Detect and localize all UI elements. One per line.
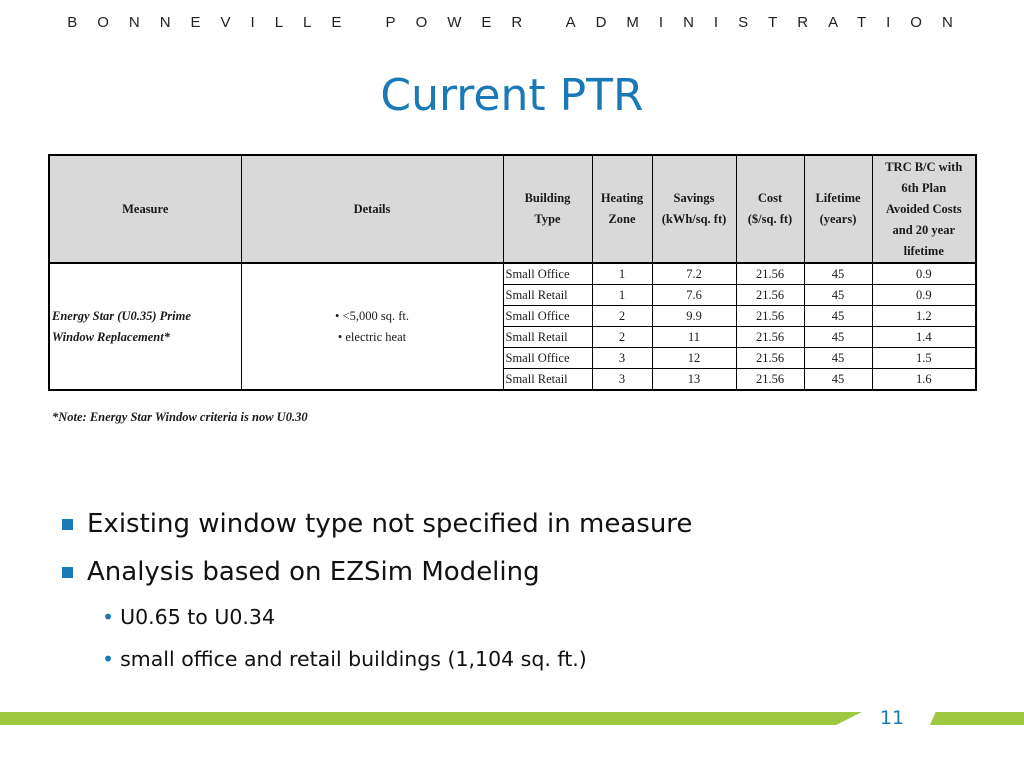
table-cell: 2 — [592, 306, 652, 327]
table-cell: 1.6 — [872, 369, 976, 391]
header-line: Measure — [122, 201, 169, 216]
table-cell: 11 — [652, 327, 736, 348]
table-cell: 1.5 — [872, 348, 976, 369]
sub-bullet-item — [62, 596, 692, 638]
table-cell: Small Retail — [503, 369, 592, 391]
square-bullet-icon — [62, 567, 73, 578]
table-cell: 21.56 — [736, 285, 804, 306]
header-cell — [872, 155, 976, 263]
table-cell: 7.2 — [652, 263, 736, 285]
sub-bullet-item — [62, 638, 692, 680]
table-cell: 7.6 — [652, 285, 736, 306]
bullet-item — [62, 548, 692, 596]
round-bullet-icon: • — [102, 647, 115, 671]
header-line: Building — [524, 191, 571, 205]
table-cell: 1 — [592, 285, 652, 306]
bullet-text: Analysis based on EZSim Modeling — [87, 557, 540, 587]
table-cell: 45 — [804, 348, 872, 369]
page-number: 11 — [879, 707, 905, 729]
table-cell: Small Office — [503, 348, 592, 369]
header-line: Avoided Costs — [885, 201, 962, 216]
header-cell — [503, 155, 592, 263]
table-cell: Small Office — [503, 306, 592, 327]
header-line: Type — [534, 212, 561, 226]
table-cell: 45 — [804, 285, 872, 306]
measure-cell — [49, 263, 241, 390]
table-cell: 21.56 — [736, 306, 804, 327]
sub-bullet-text: U0.65 to U0.34 — [120, 605, 276, 629]
square-bullet-icon — [62, 519, 73, 530]
table-cell: 3 — [592, 369, 652, 391]
table-cell: 45 — [804, 263, 872, 285]
details-line: • electric heat — [337, 329, 407, 344]
details-line: • <5,000 sq. ft. — [335, 308, 409, 323]
header-cell — [652, 155, 736, 263]
header-line: Cost — [757, 191, 783, 205]
ptr-table — [48, 154, 977, 391]
header-line: lifetime — [903, 243, 944, 258]
header-cell — [49, 155, 241, 263]
table-cell: 21.56 — [736, 263, 804, 285]
table-cell: Small Retail — [503, 285, 592, 306]
table-cell: 1.4 — [872, 327, 976, 348]
header-cell — [592, 155, 652, 263]
table-cell: 0.9 — [872, 263, 976, 285]
table-header-row — [49, 155, 976, 263]
header-line: Heating — [600, 191, 644, 205]
sub-bullet-text: small office and retail buildings (1,104 sq. ft.) — [120, 647, 587, 671]
header-line: (years) — [819, 212, 857, 226]
header-line: Savings — [673, 191, 715, 205]
measure-line: Energy Star (U0.35) Prime — [52, 308, 191, 323]
table-note: *Note: Energy Star Window criteria is now U0.30 — [52, 410, 308, 424]
header-cell — [241, 155, 503, 263]
footer-bar-left — [0, 712, 862, 725]
header-line: and 20 year — [892, 222, 955, 237]
header-line: Lifetime — [815, 191, 861, 205]
table-cell: 0.9 — [872, 285, 976, 306]
table-cell: Small Retail — [503, 327, 592, 348]
header-line: Details — [353, 201, 391, 216]
table-cell: 12 — [652, 348, 736, 369]
header-cell — [804, 155, 872, 263]
slide-title: Current PTR — [380, 70, 644, 121]
table-cell: 13 — [652, 369, 736, 391]
table-cell: 3 — [592, 348, 652, 369]
bullet-text: Existing window type not specified in measure — [87, 509, 693, 539]
header-line: ($/sq. ft) — [747, 212, 793, 226]
table-cell: 1 — [592, 263, 652, 285]
round-bullet-icon: • — [102, 605, 115, 629]
table-cell: 21.56 — [736, 369, 804, 391]
org-header: BONNEVILLE POWER ADMINISTRATION — [67, 14, 973, 31]
header-line: TRC B/C with — [885, 159, 963, 174]
table-row — [49, 263, 976, 285]
footer-bar-right — [930, 712, 1024, 725]
header-line: Zone — [608, 212, 636, 226]
table-body — [49, 263, 976, 390]
bullet-list — [62, 500, 692, 680]
table-cell: 1.2 — [872, 306, 976, 327]
table-cell: 45 — [804, 306, 872, 327]
table-cell: 21.56 — [736, 327, 804, 348]
details-cell — [241, 263, 503, 390]
measure-line: Window Replacement* — [52, 329, 170, 344]
table-cell: 21.56 — [736, 348, 804, 369]
header-cell — [736, 155, 804, 263]
table-cell: 9.9 — [652, 306, 736, 327]
table-cell: 2 — [592, 327, 652, 348]
table-cell: Small Office — [503, 263, 592, 285]
table-cell: 45 — [804, 327, 872, 348]
table-cell: 45 — [804, 369, 872, 391]
header-line: (kWh/sq. ft) — [661, 212, 727, 226]
bullet-item — [62, 500, 692, 548]
header-line: 6th Plan — [901, 180, 947, 195]
